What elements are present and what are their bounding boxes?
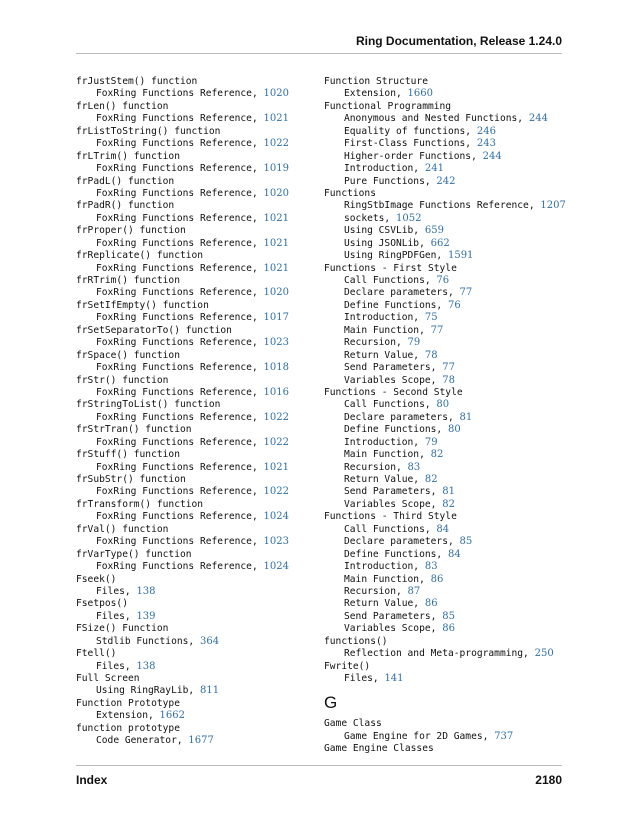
page-reference-link[interactable]: 244 (482, 150, 502, 162)
index-entry-text: frLen() function (76, 100, 169, 112)
page-reference-link[interactable]: 1021 (263, 237, 289, 249)
page-reference-link[interactable]: 242 (436, 175, 456, 187)
index-entry-text: Recursion, (344, 337, 408, 349)
page-reference-link[interactable]: 1019 (263, 163, 289, 175)
index-subentry (76, 536, 321, 548)
page-reference-link[interactable]: 811 (199, 685, 220, 697)
index-entry-text: FoxRing Functions Reference, (96, 337, 264, 349)
page-reference-link[interactable]: 1591 (447, 250, 474, 262)
index-entry-text: Send Parameters, (344, 486, 443, 498)
index-subentry (324, 524, 569, 536)
index-entry-text: Full Screen (76, 673, 140, 684)
index-subentry (76, 362, 321, 374)
page-reference-link[interactable]: 1660 (407, 88, 433, 100)
index-entry-text: FoxRing Functions Reference, (96, 287, 264, 299)
index-entry (76, 350, 321, 362)
index-section-letter: G (324, 693, 338, 713)
index-subentry (324, 337, 569, 349)
page-reference-link[interactable]: 1023 (263, 536, 289, 548)
index-entry (324, 743, 569, 755)
page-reference-link[interactable]: 75 (424, 312, 438, 324)
page-header-title: Ring Documentation, Release 1.24.0 (355, 34, 562, 48)
index-entry-text: frPadL() function (76, 175, 175, 187)
index-subentry (324, 673, 569, 685)
index-subentry (76, 586, 321, 598)
index-subentry (324, 151, 569, 163)
index-entry-text: FoxRing Functions Reference, (96, 262, 264, 274)
index-entry-text: Function Structure (324, 76, 428, 87)
index-entry-text: FoxRing Functions Reference, (96, 187, 264, 199)
index-entry (76, 598, 321, 610)
index-entry-text: Declare parameters, (344, 287, 460, 299)
index-subentry (76, 486, 321, 498)
page-reference-link[interactable]: 83 (424, 561, 438, 573)
index-entry-text: Functions (324, 187, 376, 199)
index-entry-text: frTransform() function (76, 498, 204, 510)
index-entry-text: frLTrim() function (76, 150, 180, 162)
index-entry-text: FoxRing Functions Reference, (96, 113, 264, 125)
page-reference-link[interactable]: 85 (459, 536, 473, 548)
page-reference-link[interactable]: 82 (442, 498, 455, 510)
index-entry (76, 151, 321, 163)
page-reference-link[interactable]: 138 (136, 585, 156, 597)
index-subentry (76, 287, 321, 299)
index-subentry (324, 623, 569, 635)
page-reference-link[interactable]: 1022 (263, 436, 289, 448)
index-entry-text: frProper() function (76, 225, 186, 237)
index-entry-text: Send Parameters, (344, 610, 443, 622)
page-reference-link[interactable]: 246 (476, 125, 496, 137)
page-reference-link[interactable]: 243 (476, 138, 496, 150)
index-entry (76, 648, 321, 660)
footer-rule (76, 765, 562, 766)
index-entry-text: frSetIfEmpty() function (76, 299, 209, 311)
page-reference-link[interactable]: 1052 (395, 212, 422, 224)
index-subentry (76, 412, 321, 424)
page-reference-link[interactable]: 77 (442, 362, 455, 374)
index-subentry (324, 350, 569, 362)
index-subentry (324, 486, 569, 498)
index-subentry (324, 176, 569, 188)
index-entry-text: Variables Scope, (344, 623, 443, 635)
index-entry-text: Code Generator, (96, 735, 189, 747)
index-entry-text: Reflection and Meta-programming, (344, 648, 535, 660)
index-subentry (324, 474, 569, 486)
page-reference-link[interactable]: 1022 (263, 486, 289, 498)
page-reference-link[interactable]: 1662 (159, 710, 185, 722)
index-entry-text: FoxRing Functions Reference, (96, 536, 264, 548)
index-entry-text: frRTrim() function (76, 275, 180, 286)
page-reference-link[interactable]: 1021 (263, 212, 289, 224)
index-entry-text: Call Functions, (344, 275, 437, 286)
index-subentry (324, 113, 569, 125)
index-entry-text: frJustStem() function (76, 76, 198, 87)
index-entry-text: RingStbImage Functions Reference, (344, 200, 541, 212)
index-subentry (324, 250, 569, 262)
index-entry-text: FoxRing Functions Reference, (96, 436, 264, 448)
index-entry-text: frPadR() function (76, 200, 175, 212)
index-entry-text: FoxRing Functions Reference, (96, 362, 264, 374)
index-entry-text: frReplicate() function (76, 250, 204, 262)
index-entry (76, 574, 321, 586)
index-subentry (324, 325, 569, 337)
index-entry (324, 636, 569, 648)
index-subentry (76, 511, 321, 523)
index-entry-text: Using CSVLib, (344, 225, 425, 237)
index-entry-text: FoxRing Functions Reference, (96, 212, 264, 224)
index-entry-text: Introduction, (344, 163, 425, 175)
index-subentry (324, 731, 569, 743)
index-subentry (324, 238, 569, 250)
index-entry (76, 399, 321, 411)
page-reference-link[interactable]: 81 (459, 411, 473, 423)
index-entry (324, 661, 569, 673)
index-subentry (324, 138, 569, 150)
index-subentry (324, 549, 569, 561)
index-entry (76, 225, 321, 237)
index-entry-text: Pure Functions, (344, 175, 437, 187)
page-reference-link[interactable]: 77 (459, 287, 473, 299)
index-entry-text: Functions - Second Style (324, 386, 463, 398)
index-entry (76, 250, 321, 262)
index-subentry (324, 163, 569, 175)
index-entry (76, 300, 321, 312)
index-entry-text: FoxRing Functions Reference, (96, 312, 264, 324)
index-subentry (324, 275, 569, 287)
index-subentry (76, 337, 321, 349)
index-entry-text: Declare parameters, (344, 411, 460, 423)
page-reference-link[interactable]: 1207 (540, 200, 566, 212)
index-entry-text: First-Class Functions, (344, 138, 477, 150)
index-subentry (76, 636, 321, 648)
index-entry-text: Game Engine for 2D Games, (344, 730, 495, 742)
index-entry (76, 474, 321, 486)
index-entry-text: Functional Programming (324, 100, 452, 112)
page-reference-link[interactable]: 79 (407, 337, 421, 349)
index-subentry (324, 412, 569, 424)
index-entry-text: Anonymous and Nested Functions, (344, 113, 529, 125)
index-subentry (76, 238, 321, 250)
index-subentry (76, 437, 321, 449)
page-reference-link[interactable]: 141 (384, 673, 404, 684)
page-reference-link[interactable]: 1021 (263, 113, 289, 125)
page-reference-link[interactable]: 84 (436, 523, 450, 535)
index-entry-text: Declare parameters, (344, 536, 460, 548)
index-entry-text: Main Function, (344, 324, 431, 336)
index-entry (76, 200, 321, 212)
index-subentry (324, 574, 569, 586)
page-reference-link[interactable]: 1020 (263, 88, 289, 100)
index-entry-text: FoxRing Functions Reference, (96, 411, 264, 423)
page-reference-link[interactable]: 78 (424, 349, 438, 361)
page-reference-link[interactable]: 241 (424, 163, 444, 175)
index-entry-text: Equality of functions, (344, 125, 477, 137)
index-column-right (324, 76, 569, 756)
index-subentry (76, 611, 321, 623)
index-entry-text: Return Value, (344, 598, 425, 610)
page-reference-link[interactable]: 1016 (263, 386, 289, 398)
index-entry-text: Introduction, (344, 436, 425, 448)
index-subentry (324, 287, 569, 299)
page-reference-link[interactable]: 85 (442, 610, 455, 622)
index-subentry (76, 561, 321, 573)
index-entry (76, 176, 321, 188)
index-entry (76, 101, 321, 113)
index-entry-text: Introduction, (344, 312, 425, 324)
page-reference-link[interactable]: 77 (430, 324, 444, 336)
index-entry-text: FoxRing Functions Reference, (96, 163, 264, 175)
page-reference-link[interactable]: 87 (407, 585, 421, 597)
page-reference-link[interactable]: 80 (436, 399, 450, 411)
index-entry-text: Main Function, (344, 573, 431, 585)
index-entry-text: Main Function, (344, 449, 431, 461)
index-entry (76, 673, 321, 685)
index-entry-text: Higher-order Functions, (344, 150, 483, 162)
index-entry-text: FoxRing Functions Reference, (96, 561, 264, 573)
index-entry-text: Stdlib Functions, (96, 635, 200, 647)
page-reference-link[interactable]: 86 (424, 598, 438, 610)
index-entry-text: Define Functions, (344, 299, 448, 311)
page-reference-link[interactable]: 76 (436, 275, 450, 286)
index-entry-text: FoxRing Functions Reference, (96, 386, 264, 398)
index-entry-text: sockets, (344, 212, 396, 224)
page-reference-link[interactable]: 737 (494, 730, 514, 742)
index-entry-text: FoxRing Functions Reference, (96, 511, 264, 523)
index-subentry (324, 424, 569, 436)
index-subentry (76, 213, 321, 225)
page-reference-link[interactable]: 1023 (263, 337, 289, 349)
index-entry (76, 499, 321, 511)
index-subentry (324, 499, 569, 511)
index-entry-text: Recursion, (344, 585, 408, 597)
index-subentry (324, 462, 569, 474)
index-subentry (324, 126, 569, 138)
page-reference-link[interactable]: 1018 (263, 362, 289, 374)
index-subentry (76, 685, 321, 697)
index-entry (76, 723, 321, 735)
index-entry-text: frListToString() function (76, 125, 221, 137)
index-entry (324, 511, 569, 523)
index-entry-text: Define Functions, (344, 424, 448, 436)
index-subentry (324, 88, 569, 100)
index-entry-text: frSetSeparatorTo() function (76, 324, 232, 336)
index-entry-text: function prototype (76, 722, 180, 734)
page-reference-link[interactable]: 1024 (263, 511, 289, 523)
index-subentry (76, 113, 321, 125)
page-reference-link[interactable]: 1021 (263, 262, 289, 274)
index-subentry (324, 312, 569, 324)
index-entry (76, 698, 321, 710)
index-entry (324, 387, 569, 399)
index-entry-text: frStuff() function (76, 449, 180, 461)
index-entry-text: FSize() Function (76, 623, 169, 635)
index-subentry (324, 300, 569, 312)
index-entry (76, 623, 321, 635)
index-entry-text: frVarType() function (76, 548, 192, 560)
index-entry-text: frStr() function (76, 374, 169, 386)
page-reference-link[interactable]: 1017 (263, 312, 289, 324)
index-entry (76, 275, 321, 287)
page-reference-link[interactable]: 86 (430, 573, 444, 585)
index-entry-text: Call Functions, (344, 399, 437, 411)
index-subentry (324, 611, 569, 623)
index-subentry (324, 536, 569, 548)
index-entry-text: Variables Scope, (344, 374, 443, 386)
page-reference-link[interactable]: 82 (424, 474, 438, 485)
page-reference-link[interactable]: 1020 (263, 187, 289, 199)
page-reference-link[interactable]: 1020 (263, 287, 289, 299)
page-reference-link[interactable]: 83 (407, 461, 421, 473)
page-reference-link[interactable]: 79 (424, 436, 438, 448)
index-subentry (76, 387, 321, 399)
index-entry-text: frVal() function (76, 523, 169, 535)
index-entry-text: Game Class (324, 718, 382, 730)
index-entry-text: Recursion, (344, 461, 408, 473)
index-entry (76, 549, 321, 561)
index-entry (324, 263, 569, 275)
page-reference-link[interactable]: 86 (442, 623, 455, 635)
page-reference-link[interactable]: 1022 (263, 411, 289, 423)
index-entry-text: Using JSONLib, (344, 237, 431, 249)
index-entry-text: FoxRing Functions Reference, (96, 486, 264, 498)
index-entry-text: Fwrite() (324, 660, 371, 672)
index-subentry (324, 225, 569, 237)
index-subentry (324, 586, 569, 598)
index-entry-text: Files, (344, 673, 385, 684)
index-entry (76, 449, 321, 461)
index-entry (76, 126, 321, 138)
page-reference-link[interactable]: 84 (447, 548, 461, 560)
index-entry-text: Files, (96, 585, 137, 597)
page-reference-link[interactable]: 80 (447, 424, 461, 436)
page-reference-link[interactable]: 82 (430, 449, 444, 461)
index-entry-text: Functions - First Style (324, 262, 457, 274)
index-entry-text: Fseek() (76, 573, 117, 585)
index-entry-text: FoxRing Functions Reference, (96, 237, 264, 249)
index-entry (324, 718, 569, 730)
index-subentry (324, 449, 569, 461)
index-entry-text: Files, (96, 610, 137, 622)
page-reference-link[interactable]: 244 (528, 113, 548, 125)
index-entry-text: FoxRing Functions Reference, (96, 88, 264, 100)
index-entry-text: Variables Scope, (344, 498, 443, 510)
index-entry-text: Define Functions, (344, 548, 448, 560)
index-entry-text: Introduction, (344, 561, 425, 573)
page-reference-link[interactable]: 364 (199, 635, 220, 647)
page-reference-link[interactable]: 78 (442, 374, 455, 386)
page-reference-link[interactable]: 659 (424, 225, 444, 237)
page-reference-link[interactable]: 138 (136, 660, 156, 672)
page-reference-link[interactable]: 1022 (263, 138, 289, 150)
index-entry-text: frStrTran() function (76, 424, 192, 436)
index-subentry (324, 200, 569, 212)
index-subentry (324, 213, 569, 225)
index-subentry (76, 263, 321, 275)
index-entry-text: Files, (96, 660, 137, 672)
index-subentry (76, 88, 321, 100)
index-entry (76, 524, 321, 536)
index-subentry (76, 188, 321, 200)
footer-section-label: Index (76, 773, 108, 787)
index-entry-text: Return Value, (344, 474, 425, 485)
page-reference-link[interactable]: 250 (534, 648, 554, 660)
index-entry-text: frSpace() function (76, 349, 180, 361)
index-entry-text: functions() (324, 635, 388, 647)
footer-page-number: 2180 (535, 773, 562, 787)
index-entry-text: Using RingRayLib, (96, 685, 200, 697)
index-entry-text: Game Engine Classes (324, 743, 434, 755)
index-entry (324, 101, 569, 113)
index-entry (324, 76, 569, 88)
page-reference-link[interactable]: 1677 (188, 735, 214, 747)
index-entry (324, 188, 569, 200)
page-reference-link[interactable]: 1021 (263, 461, 289, 473)
index-entry-text: Send Parameters, (344, 362, 443, 374)
index-subentry (76, 735, 321, 747)
index-entry (76, 375, 321, 387)
index-subentry (324, 437, 569, 449)
index-entry-text: Return Value, (344, 349, 425, 361)
index-entry-text: frSubStr() function (76, 474, 186, 485)
index-entry-text: Functions - Third Style (324, 511, 457, 523)
index-subentry (324, 362, 569, 374)
header-rule (76, 53, 562, 54)
index-subentry (76, 138, 321, 150)
index-subentry (76, 163, 321, 175)
index-subentry (76, 312, 321, 324)
index-entry-text: frStringToList() function (76, 399, 221, 411)
index-subentry (324, 648, 569, 660)
index-entry-text: FoxRing Functions Reference, (96, 461, 264, 473)
page-reference-link[interactable]: 139 (136, 610, 156, 622)
index-entry-text: Using RingPDFGen, (344, 250, 448, 262)
index-subentry (324, 399, 569, 411)
index-entry-text: Call Functions, (344, 523, 437, 535)
index-subentry (76, 462, 321, 474)
page-reference-link[interactable]: 1024 (263, 561, 289, 573)
index-entry-text: FoxRing Functions Reference, (96, 138, 264, 150)
index-subentry (76, 661, 321, 673)
index-subentry (324, 561, 569, 573)
page-reference-link[interactable]: 81 (442, 486, 455, 498)
index-entry-text: Extension, (96, 710, 160, 722)
index-entry (76, 424, 321, 436)
index-entry-text: Extension, (344, 88, 408, 100)
index-entry-text: Function Prototype (76, 697, 180, 709)
index-entry (76, 325, 321, 337)
index-subentry (324, 375, 569, 387)
index-entry-text: Fsetpos() (76, 598, 128, 610)
index-column-left (76, 76, 321, 748)
page-reference-link[interactable]: 76 (447, 299, 461, 311)
index-subentry (324, 598, 569, 610)
index-entry-text: Ftell() (76, 648, 117, 660)
index-entry (76, 76, 321, 88)
page-reference-link[interactable]: 662 (430, 237, 450, 249)
index-subentry (76, 710, 321, 722)
